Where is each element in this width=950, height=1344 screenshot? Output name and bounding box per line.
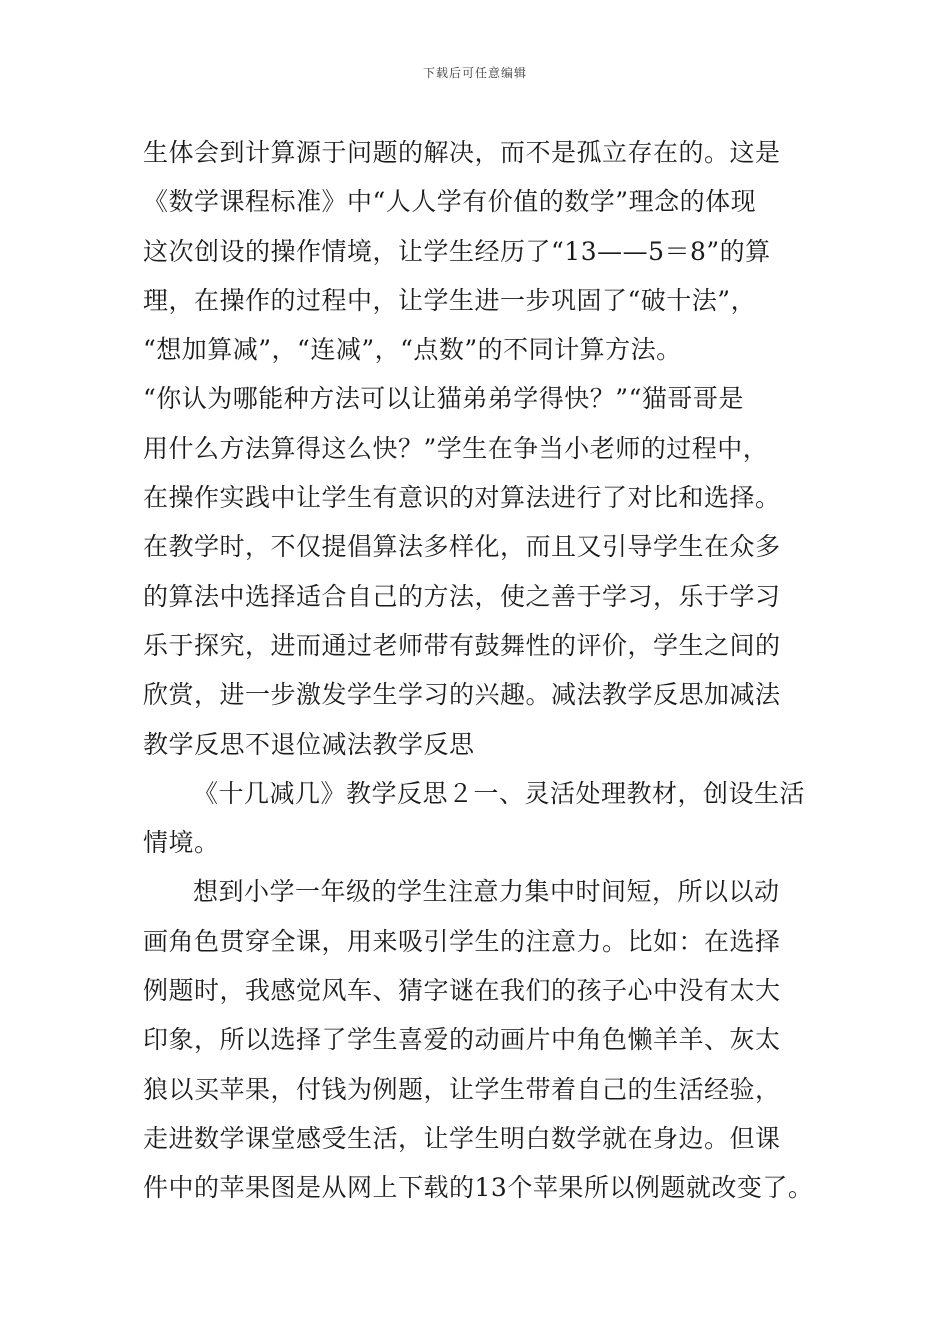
text-line: 走进数学课堂感受生活，让学生明白数学就在身边。但课 (143, 1123, 781, 1153)
text-line: 画角色贯穿全课，用来吸引学生的注意力。比如：在选择 (143, 926, 781, 956)
text-line: 理，在操作的过程中，让学生进一步巩固了“破十法”， (143, 285, 757, 315)
text-line: 例题时，我感觉风车、猜字谜在我们的孩子心中没有太大 (143, 976, 781, 1006)
text-line: 乐于探究，进而通过老师带有鼓舞性的评价，学生之间的 (143, 630, 781, 660)
text-line: 印象，所以选择了学生喜爱的动画片中角色懒羊羊、灰太 (143, 1025, 781, 1055)
text-line: 情境。 (143, 828, 220, 858)
page-header: 下载后可任意编辑 (422, 66, 527, 80)
text-line: 的算法中选择适合自己的方法，使之善于学习，乐于学习 (143, 581, 781, 611)
text-line: 用什么方法算得这么快？”学生在争当小老师的过程中， (143, 433, 769, 463)
text-line: 欣赏，进一步激发学生学习的兴趣。减法教学反思加减法 (143, 680, 781, 710)
text-line: 教学反思不退位减法教学反思 (143, 729, 475, 759)
text-line: 件中的苹果图是从网上下载的13个苹果所以例题就改变了。 (143, 1173, 814, 1203)
document-body (143, 128, 833, 1213)
text-line: 《数学课程标准》中“人人学有价值的数学”理念的体现 (143, 187, 757, 217)
paragraph-heading-line: 《十几减几》教学反思２一、灵活处理教材，创设生活 (193, 778, 806, 808)
text-line: 在操作实践中让学生有意识的对算法进行了对比和选择。 (143, 483, 781, 513)
paragraph-start-line: 想到小学一年级的学生注意力集中时间短，所以以动 (193, 877, 780, 907)
text-line: “想加算减”，“连减”，“点数”的不同计算方法。 (143, 335, 682, 365)
text-line: 生体会到计算源于问题的解决，而不是孤立存在的。这是 (143, 138, 781, 167)
text-line: 狼以买苹果，付钱为例题，让学生带着自己的生活经验， (143, 1074, 781, 1104)
text-line: “你认为哪能种方法可以让猫弟弟学得快？”“猫哥哥是 (143, 384, 744, 414)
text-line: 这次创设的操作情境，让学生经历了“13——5＝8”的算 (143, 236, 771, 266)
text-line: 在教学时，不仅提倡算法多样化，而且又引导学生在众多 (143, 532, 781, 562)
